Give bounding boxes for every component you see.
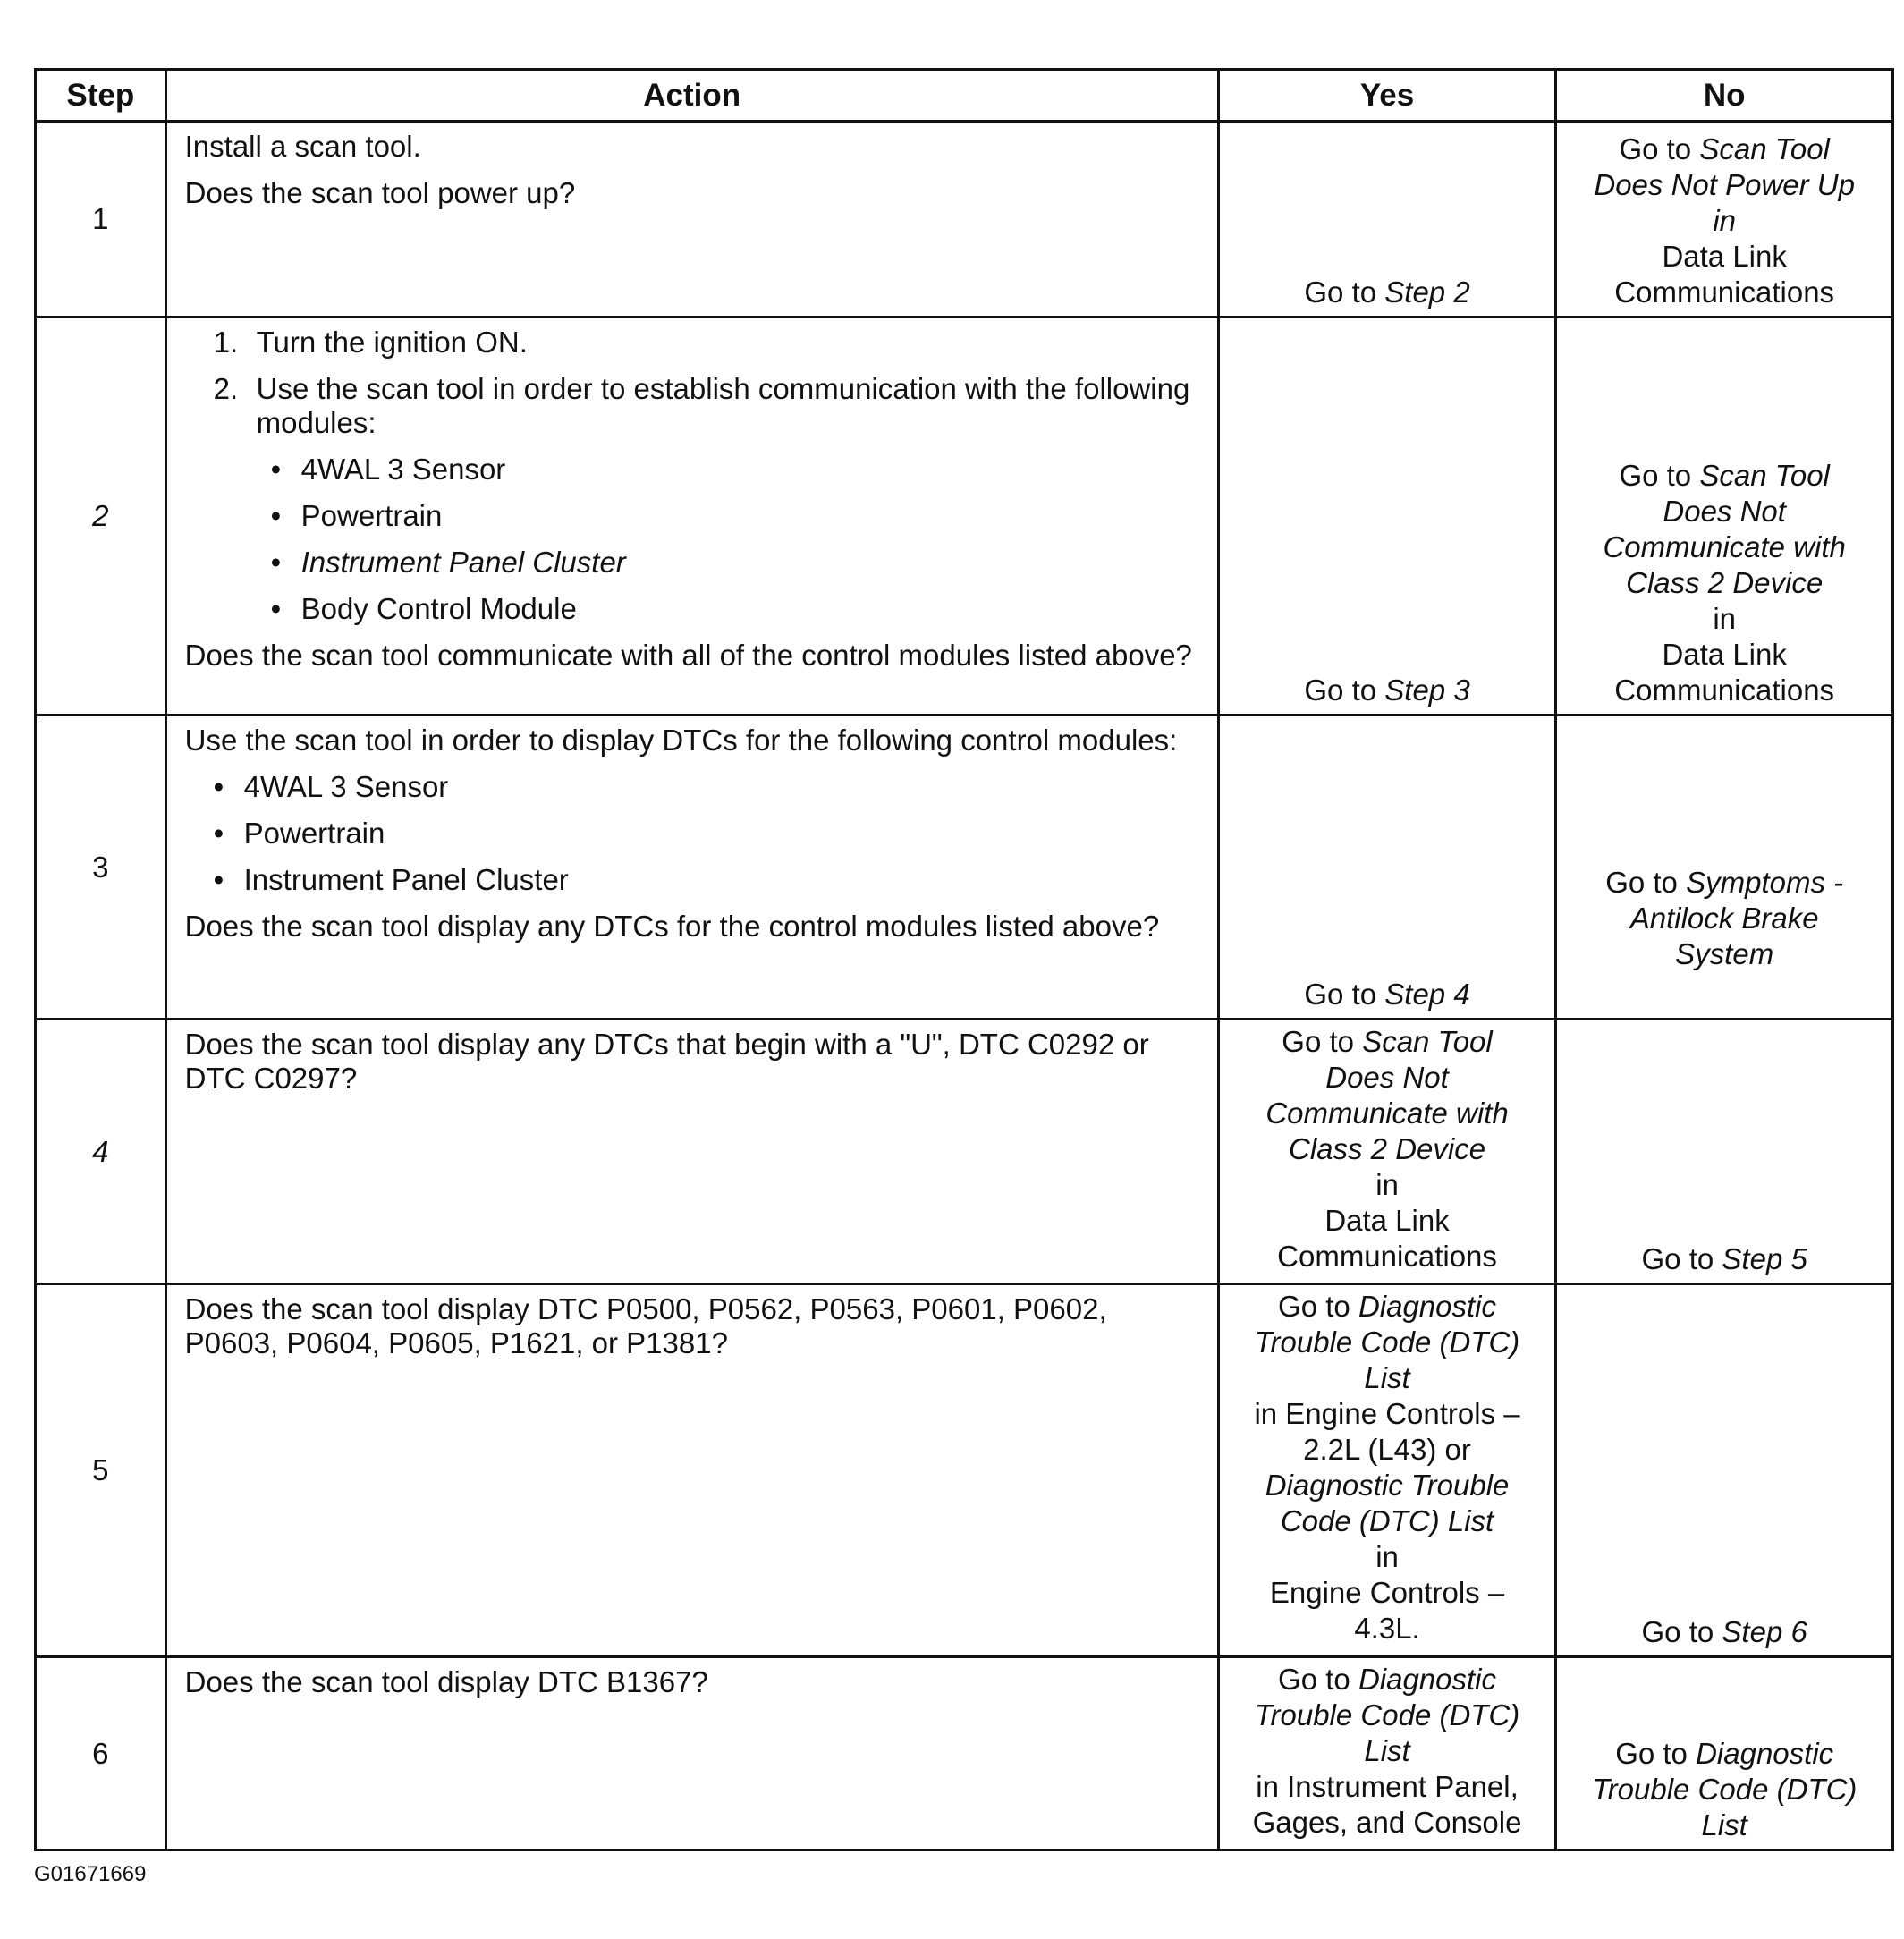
action-question: Does the scan tool display DTC B1367? (184, 1665, 708, 1698)
yes-link[interactable]: Step 2 (1384, 275, 1470, 309)
action-cell (165, 1284, 1218, 1657)
yes-cell (1218, 1284, 1556, 1657)
action-text: Install a scan tool. (184, 130, 421, 163)
no-text-section-cont: Communications (1614, 673, 1835, 707)
no-text-section: Data Link (1662, 240, 1787, 273)
no-link-cont[interactable]: Trouble Code (DTC) (1591, 1773, 1857, 1806)
no-cell (1556, 318, 1893, 715)
bullet-item: • Powertrain (213, 817, 385, 850)
bullet-item: • Powertrain (270, 499, 443, 532)
yes-text-section-cont: 4.3L. (1354, 1612, 1420, 1645)
bullet-icon: • (213, 817, 224, 850)
action-text: Use the scan tool in order to display DTCs for the following control modules: (184, 724, 1178, 757)
no-link-cont[interactable]: List (1701, 1808, 1747, 1842)
no-cell (1556, 715, 1893, 1020)
numbered-item: 2. Use the scan tool in order to establish communication with the following modules: (213, 372, 1190, 439)
table-row (36, 715, 1893, 1020)
yes-link-cont[interactable]: Code (DTC) List (1280, 1504, 1494, 1537)
step-number: 1 (36, 122, 166, 318)
no-text: Go to (1641, 1242, 1722, 1275)
header-no: No (1556, 70, 1893, 122)
no-text-in: in (1713, 602, 1737, 635)
no-cell (1556, 1284, 1893, 1657)
yes-cell (1218, 122, 1556, 318)
no-link[interactable]: Symptoms - (1686, 865, 1844, 899)
yes-text-in: in (1375, 1540, 1399, 1573)
figure-id: G01671669 (34, 1862, 147, 1886)
action-cell (165, 1657, 1218, 1850)
header-row (36, 70, 1893, 122)
table-row (36, 318, 1893, 715)
action-cell (165, 318, 1218, 715)
action-question: Does the scan tool display DTC P0500, P0562, P0563, P0601, P0602, P0603, P0604, P0605, P1621, or P1381? (184, 1292, 1107, 1359)
yes-cell (1218, 318, 1556, 715)
yes-link[interactable]: Diagnostic (1358, 1663, 1497, 1696)
numbered-item: 1. Turn the ignition ON. (213, 326, 528, 359)
yes-link-cont[interactable]: Communicate with (1265, 1097, 1509, 1130)
no-text-section: Data Link (1662, 638, 1787, 671)
yes-text-in: in (1375, 1168, 1399, 1201)
no-text-section-cont: Communications (1614, 275, 1835, 309)
yes-text: Go to (1304, 978, 1385, 1011)
action-cell (165, 715, 1218, 1020)
bullet-icon: • (270, 546, 282, 579)
no-cell (1556, 1657, 1893, 1850)
step-number: 4 (36, 1020, 166, 1284)
bullet-item: • Instrument Panel Cluster (270, 546, 626, 579)
diagnostic-table (34, 68, 1894, 1851)
yes-text: Go to (1282, 1025, 1363, 1058)
bullet-item: • 4WAL 3 Sensor (270, 453, 506, 486)
no-link[interactable]: Scan Tool (1699, 132, 1830, 165)
no-text: Go to (1641, 1615, 1722, 1648)
step-number: 5 (36, 1284, 166, 1657)
yes-text-section-cont: 2.2L (L43) or (1303, 1433, 1471, 1466)
yes-link[interactable]: Step 3 (1384, 673, 1470, 707)
no-link-cont[interactable]: Class 2 Device (1626, 566, 1824, 599)
table-row (36, 122, 1893, 318)
no-link-cont[interactable]: System (1675, 936, 1774, 970)
yes-text-section: in Engine Controls – (1254, 1397, 1520, 1430)
bullet-icon: • (270, 499, 282, 532)
action-question: Does the scan tool communicate with all of the control modules listed above? (184, 639, 1192, 672)
no-cell (1556, 1020, 1893, 1284)
action-question: Does the scan tool display any DTCs that begin with a "U", DTC C0292 or DTC C0297? (184, 1028, 1149, 1095)
no-link-cont[interactable]: Antilock Brake (1629, 901, 1819, 935)
yes-text-section-cont: Communications (1277, 1240, 1497, 1273)
table-row (36, 1657, 1893, 1850)
no-link-cont[interactable]: Communicate with (1603, 530, 1846, 563)
yes-link-cont[interactable]: Does Not (1325, 1061, 1449, 1094)
yes-link-cont[interactable]: Trouble Code (DTC) (1254, 1698, 1520, 1732)
bullet-item: • Instrument Panel Cluster (213, 863, 569, 896)
yes-cell (1218, 1020, 1556, 1284)
yes-text-section: in Instrument Panel, (1256, 1770, 1519, 1803)
no-text: Go to (1615, 1737, 1697, 1770)
no-link-cont[interactable]: Does Not Power Up (1594, 168, 1855, 201)
step-number: 3 (36, 715, 166, 1020)
yes-text: Go to (1278, 1290, 1358, 1323)
action-question: Does the scan tool power up? (184, 176, 576, 209)
no-cell (1556, 122, 1893, 318)
no-link[interactable]: Diagnostic (1696, 1737, 1834, 1770)
header-yes: Yes (1218, 70, 1556, 122)
bullet-item: • Body Control Module (270, 592, 577, 625)
yes-text: Go to (1304, 275, 1385, 309)
header-action: Action (165, 70, 1218, 122)
bullet-icon: • (213, 770, 224, 803)
yes-link-cont[interactable]: List (1364, 1361, 1410, 1394)
yes-link[interactable]: Scan Tool (1362, 1025, 1493, 1058)
no-text: Go to (1619, 459, 1700, 492)
yes-link[interactable]: Diagnostic Trouble (1265, 1469, 1510, 1502)
yes-link[interactable]: Step 4 (1384, 978, 1470, 1011)
step-number: 6 (36, 1657, 166, 1850)
yes-link[interactable]: Diagnostic (1358, 1290, 1497, 1323)
action-cell (165, 122, 1218, 318)
no-link[interactable]: Step 6 (1722, 1615, 1807, 1648)
action-cell (165, 1020, 1218, 1284)
yes-text-section: Engine Controls – (1269, 1576, 1505, 1609)
no-link-cont[interactable]: Does Not (1663, 495, 1786, 528)
step-number: 2 (36, 318, 166, 715)
no-link[interactable]: Scan Tool (1699, 459, 1830, 492)
no-text: Go to (1605, 865, 1687, 899)
yes-link-cont[interactable]: Trouble Code (DTC) (1254, 1325, 1520, 1359)
bullet-item: • 4WAL 3 Sensor (213, 770, 449, 803)
yes-link-cont[interactable]: Class 2 Device (1288, 1132, 1486, 1165)
bullet-icon: • (213, 863, 224, 896)
table-row (36, 1020, 1893, 1284)
table-row (36, 1284, 1893, 1657)
yes-text: Go to (1278, 1663, 1358, 1696)
yes-text-section-cont: Gages, and Console (1252, 1806, 1522, 1839)
yes-cell (1218, 715, 1556, 1020)
bullet-icon: • (270, 592, 282, 625)
yes-text-section: Data Link (1324, 1204, 1450, 1237)
action-question: Does the scan tool display any DTCs for the control modules listed above? (184, 910, 1160, 943)
no-text-in: in (1713, 204, 1737, 237)
no-text: Go to (1619, 132, 1700, 165)
no-link[interactable]: Step 5 (1722, 1242, 1807, 1275)
yes-text: Go to (1304, 673, 1385, 707)
bullet-icon: • (270, 453, 282, 486)
header-step: Step (36, 70, 166, 122)
yes-link-cont[interactable]: List (1364, 1734, 1410, 1767)
yes-cell (1218, 1657, 1556, 1850)
